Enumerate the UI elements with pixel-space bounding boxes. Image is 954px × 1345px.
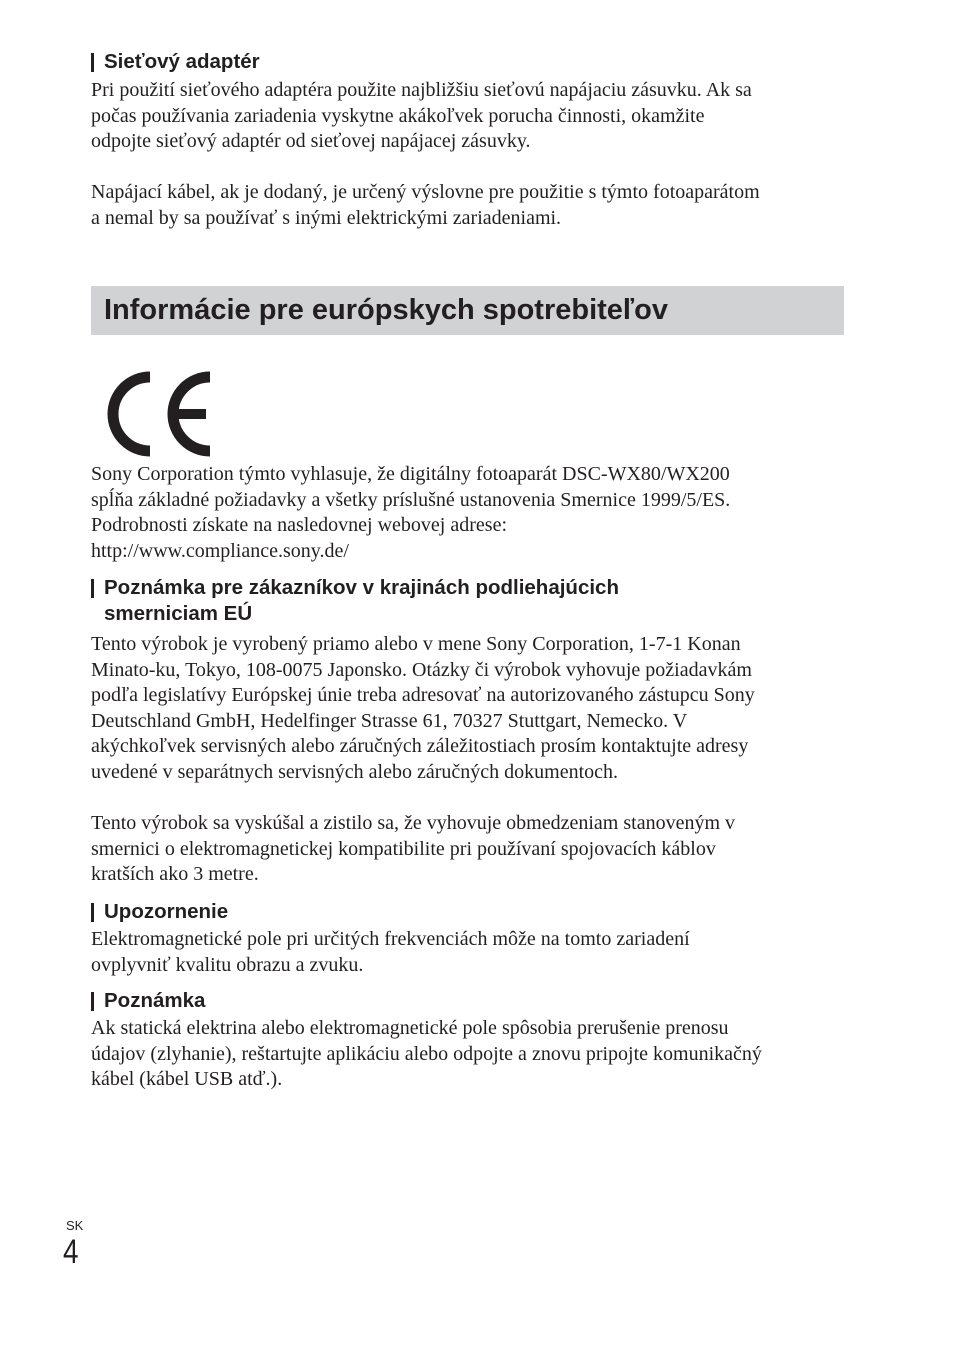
heading-warning: Upozornenie [91, 899, 228, 925]
heading-marker [91, 903, 94, 922]
paragraph-manufacturer: Tento výrobok je vyrobený priamo alebo v mene Sony Corporation, 1-7-1 Konan Minato-ku, Tokyo, 108-0075 Japonsko. Otázky či výrobok vyhovuje požiadavkám podľa legislatívy Európskej únie treba adresovať na autorizovaného zástupcu Sony Deutschland GmbH, Hedelfinger Strasse 61, 70327 Stuttgart, Nemecko. V akýchkoľvek servisných alebo záručných záležitostiach prosím kontaktujte adresy uvedené v separátnych servisných alebo záručných dokumentoch. [91, 633, 755, 783]
heading-marker [91, 579, 94, 598]
paragraph-declaration: Sony Corporation týmto vyhlasuje, že digitálny fotoaparát DSC-WX80/WX200 spĺňa základné požiadavky a všetky príslušné ustanovenia Smernice 1999/5/ES. Podrobnosti získate na nasledovnej webovej adrese: http://www.compliance.sony.de/ [91, 462, 851, 564]
paragraph-note: Ak statická elektrina alebo elektromagnetické pole spôsobia prerušenie prenosu údajov (zlyhanie), reštartujte aplikáciu alebo odpojte a znovu pripojte komunikačný kábel (kábel USB atď.). [91, 1017, 762, 1091]
paragraph-power-cord: Napájací kábel, ak je dodaný, je určený výslovne pre použitie s týmto fotoaparátom a nemal by sa používať s inými elektrickými zariadeniami. [91, 181, 760, 229]
section-banner [91, 286, 844, 335]
paragraph-warning: Elektromagnetické pole pri určitých frekvenciách môže na tomto zariadení ovplyvniť kvalitu obrazu a zvuku. [91, 928, 690, 976]
language-code: SK [66, 1218, 84, 1233]
heading-ac-adapter: Sieťový adaptér [91, 49, 260, 75]
compliance-url[interactable]: http://www.compliance.sony.de/ [91, 539, 349, 562]
ce-mark-icon [98, 371, 216, 457]
section-banner-title: Informácie pre európskych spotrebiteľov [104, 294, 668, 326]
heading-marker [91, 53, 94, 72]
paragraph-emc: Tento výrobok sa vyskúšal a zistilo sa, že vyhovuje obmedzeniam stanoveným v smernici o elektromagnetickej kompatibilite pri používaní spojovacích káblov kratších ako 3 metre. [91, 812, 736, 886]
page-number: 4 [63, 1233, 79, 1271]
heading-note: Poznámka [91, 988, 205, 1014]
heading-marker [91, 992, 94, 1011]
paragraph-adapter-usage: Pri použití sieťového adaptéra použite najbližšiu sieťovú napájaciu zásuvku. Ak sa počas používania zariadenia vyskytne akákoľvek porucha činnosti, okamžite odpojte sieťový adaptér od sieťovej napájacej zásuvky. [91, 79, 752, 153]
heading-eu-customers: Poznámka pre zákazníkov v krajinách podliehajúcich smerniciam EÚ [91, 575, 619, 627]
